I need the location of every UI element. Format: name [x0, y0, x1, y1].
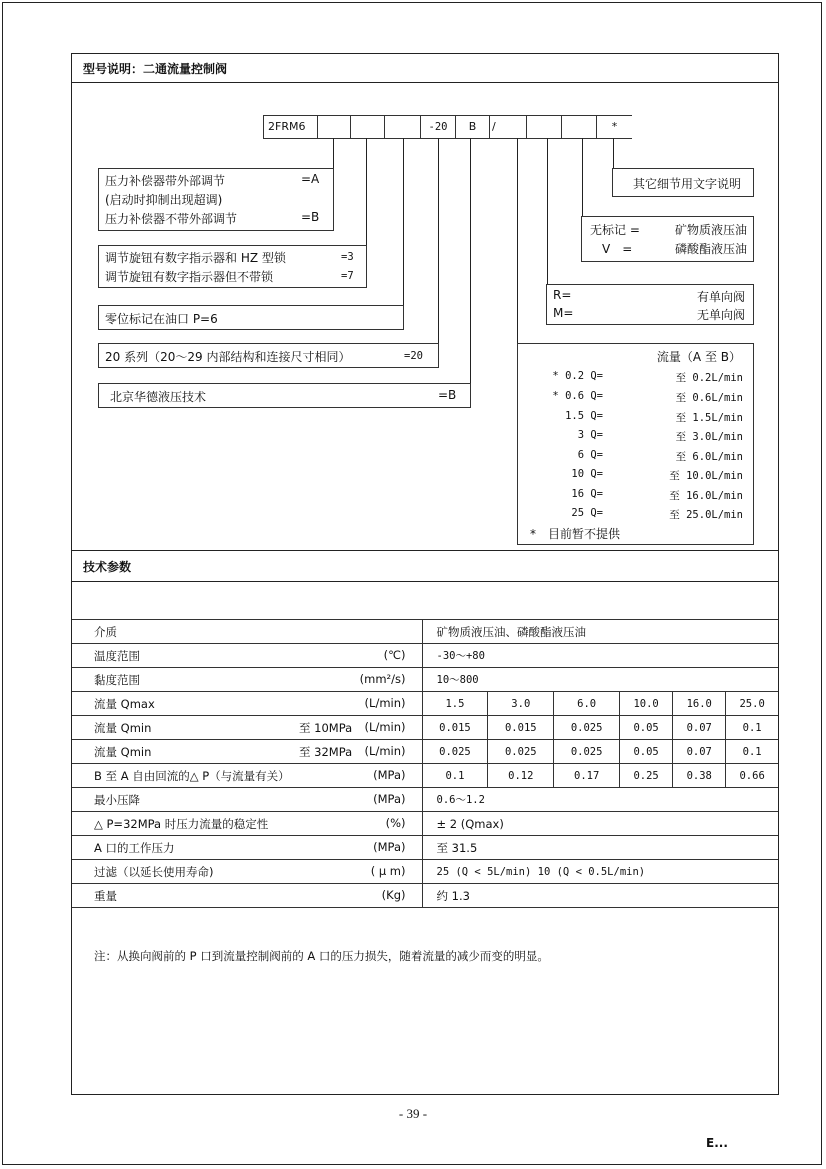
spec-cell: 0.025 — [554, 740, 620, 764]
connector — [470, 138, 471, 384]
spec-value: 0.6～1.2 — [422, 788, 778, 812]
option-value: =A — [301, 172, 320, 186]
spec-name: 最小压降 — [94, 793, 140, 807]
zero-mark-option — [98, 305, 404, 330]
spec-condition: 至 10MPa — [299, 721, 353, 735]
flow-value: 至 6.0L/min — [675, 451, 743, 463]
option-value: =3 — [341, 251, 354, 263]
spec-unit: (L/min) — [364, 720, 406, 734]
spec-cell: 0.66 — [726, 764, 778, 788]
code-cell-other: * — [596, 115, 632, 139]
spec-unit: (%) — [385, 816, 406, 830]
spec-cell: 3.0 — [488, 692, 554, 716]
code-cell-base: 2FRM6 — [263, 115, 318, 139]
flow-header: 流量（A 至 B） — [656, 350, 741, 364]
option-value: 矿物质液压油 — [674, 223, 747, 237]
spec-cell: 0.07 — [673, 716, 726, 740]
table-row — [72, 764, 778, 788]
table-row — [72, 668, 778, 692]
spec-name: 重量 — [94, 889, 117, 903]
table-row — [72, 692, 778, 716]
spec-name: 介质 — [94, 625, 117, 639]
spec-unit: (MPa) — [373, 792, 406, 806]
connector — [582, 138, 583, 217]
table-row — [72, 884, 778, 908]
table-row — [72, 812, 778, 836]
flow-key: 25 Q= — [571, 507, 603, 519]
connector — [366, 138, 367, 248]
other-details-option — [612, 168, 754, 197]
code-cell-zero — [384, 115, 421, 139]
flow-value: 至 16.0L/min — [669, 490, 743, 502]
flow-value: 至 3.0L/min — [675, 431, 743, 443]
flow-value: 至 10.0L/min — [669, 470, 743, 482]
compensator-options — [98, 168, 334, 231]
note-text: 注：从换向阀前的 P 口到流量控制阀前的 A 口的压力损失，随着流量的减少而变的明显。 — [94, 949, 549, 963]
series-option — [98, 343, 439, 368]
spec-cell: 0.1 — [726, 740, 778, 764]
spec-cell: 0.05 — [620, 740, 673, 764]
option-value: =7 — [341, 270, 354, 282]
option-value: =20 — [404, 350, 423, 362]
spec-value: ± 2 (Qmax) — [422, 812, 778, 836]
code-cell-flow — [526, 115, 562, 139]
option-label: 其它细节用文字说明 — [633, 177, 742, 191]
spec-table — [72, 619, 778, 908]
spec-cell: 0.1 — [726, 716, 778, 740]
option-label: 20 系列（20～29 内部结构和连接尺寸相同） — [105, 350, 351, 364]
connector — [547, 138, 548, 285]
option-label: 压力补偿器不带外部调节 — [105, 212, 238, 226]
table-row — [72, 836, 778, 860]
flow-key: * 0.2 Q= — [552, 370, 603, 382]
spec-cell: 0.1 — [422, 764, 488, 788]
spec-name: 流量 Qmin — [94, 745, 152, 759]
code-cell-series: -20 — [420, 115, 456, 139]
spec-cell: 0.025 — [554, 716, 620, 740]
spec-value: 约 1.3 — [422, 884, 778, 908]
spec-value: 矿物质液压油、磷酸酯液压油 — [422, 620, 778, 644]
option-key: 无标记 = — [590, 223, 640, 237]
section-title-specs: 技术参数 — [83, 560, 132, 574]
spec-cell: 0.025 — [422, 740, 488, 764]
option-key: M= — [553, 306, 574, 320]
connector — [517, 138, 518, 344]
spec-cell: 0.17 — [554, 764, 620, 788]
spec-value: 10～800 — [422, 668, 778, 692]
option-value: =B — [438, 388, 457, 402]
spec-name: 黏度范围 — [94, 673, 140, 687]
option-label: (启动时抑制出现超调) — [105, 193, 223, 207]
spec-value: -30～+80 — [422, 644, 778, 668]
spec-cell: 0.07 — [673, 740, 726, 764]
code-cell-knob — [350, 115, 385, 139]
connector — [613, 138, 614, 169]
check-valve-options — [546, 284, 754, 325]
code-cell-slash: / — [489, 115, 527, 139]
code-cell-compensator — [317, 115, 351, 139]
divider — [71, 550, 779, 551]
option-label: 北京华德液压技术 — [110, 390, 207, 404]
table-row — [72, 644, 778, 668]
spec-cell: 10.0 — [620, 692, 673, 716]
spec-cell: 0.12 — [488, 764, 554, 788]
table-row — [72, 740, 778, 764]
option-value: 磷酸酯液压油 — [674, 242, 747, 256]
spec-name: A 口的工作压力 — [94, 841, 175, 855]
option-value: =B — [301, 210, 320, 224]
option-label: 调节旋钮有数字指示器和 HZ 型锁 — [105, 251, 286, 265]
spec-name: B 至 A 自由回流的△ P（与流量有关） — [94, 769, 290, 783]
option-key: V = — [602, 242, 633, 256]
fluid-options — [581, 216, 754, 262]
spec-cell: 16.0 — [673, 692, 726, 716]
spec-name: 过滤（以延长使用寿命) — [94, 865, 214, 879]
spec-cell: 25.0 — [726, 692, 778, 716]
table-row — [72, 716, 778, 740]
table-row — [72, 860, 778, 884]
flow-value: 至 0.2L/min — [675, 372, 743, 384]
spec-unit: (℃) — [383, 648, 406, 662]
code-cell-maker: B — [455, 115, 490, 139]
option-label: 压力补偿器带外部调节 — [105, 174, 226, 188]
spec-name: 流量 Qmax — [94, 697, 155, 711]
flow-key: 6 Q= — [577, 449, 603, 461]
spec-cell: 0.015 — [422, 716, 488, 740]
spec-name: △ P=32MPa 时压力流量的稳定性 — [94, 817, 269, 831]
spec-unit: (MPa) — [373, 840, 406, 854]
connector — [403, 138, 404, 305]
spec-value: 25 (Q < 5L/min) 10 (Q < 0.5L/min) — [422, 860, 778, 884]
flow-options — [517, 343, 754, 545]
code-cell-check — [561, 115, 597, 139]
spec-cell: 0.25 — [620, 764, 673, 788]
table-row — [72, 788, 778, 812]
corner-mark: E... — [706, 1136, 728, 1150]
flow-value: 至 1.5L/min — [675, 412, 743, 424]
spec-condition: 至 32MPa — [299, 745, 353, 759]
spec-cell: 0.38 — [673, 764, 726, 788]
table-row — [72, 620, 778, 644]
spec-value: 至 31.5 — [422, 836, 778, 860]
spec-name: 温度范围 — [94, 649, 140, 663]
spec-name: 流量 Qmin — [94, 721, 152, 735]
option-value: 有单向阀 — [696, 290, 745, 304]
spec-unit: (Kg) — [381, 888, 406, 902]
knob-options — [98, 245, 367, 288]
flow-key: 3 Q= — [577, 429, 603, 441]
flow-key: * 0.6 Q= — [552, 390, 603, 402]
section-title-model: 型号说明：二通流量控制阀 — [83, 62, 228, 76]
divider — [71, 581, 779, 582]
page-number: - 39 - — [398, 1106, 428, 1121]
option-value: 无单向阀 — [696, 308, 745, 322]
flow-footnote: * 目前暂不提供 — [530, 527, 621, 541]
option-label: 零位标记在油口 P=6 — [105, 312, 218, 326]
spec-cell: 1.5 — [422, 692, 488, 716]
connector — [438, 138, 439, 344]
option-label: 调节旋钮有数字指示器但不带锁 — [105, 270, 274, 284]
spec-cell: 0.015 — [488, 716, 554, 740]
flow-value: 至 25.0L/min — [669, 509, 743, 521]
spec-unit: ( μ m) — [370, 864, 406, 878]
spec-unit: (L/min) — [364, 744, 406, 758]
option-key: R= — [553, 288, 572, 302]
spec-unit: (L/min) — [364, 696, 406, 710]
spec-cell: 0.025 — [488, 740, 554, 764]
spec-cell: 6.0 — [554, 692, 620, 716]
flow-key: 10 Q= — [571, 468, 603, 480]
maker-option — [98, 383, 471, 408]
flow-key: 16 Q= — [571, 488, 603, 500]
divider — [71, 82, 779, 83]
flow-value: 至 0.6L/min — [675, 392, 743, 404]
flow-key: 1.5 Q= — [565, 410, 603, 422]
connector — [333, 138, 334, 169]
spec-unit: (mm²/s) — [359, 672, 406, 686]
spec-unit: (MPa) — [373, 768, 406, 782]
spec-cell: 0.05 — [620, 716, 673, 740]
